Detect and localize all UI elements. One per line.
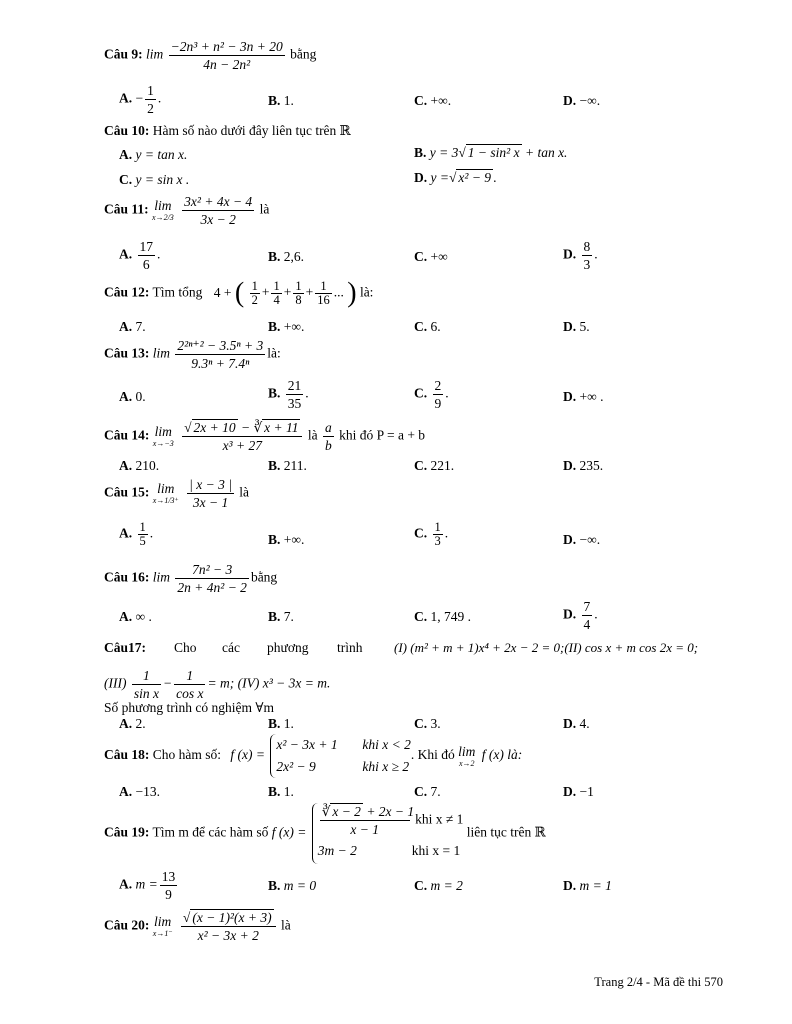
option-d[interactable]: D. 4.	[563, 716, 590, 731]
option-c[interactable]: C. y = sin x .	[119, 172, 190, 187]
answer-fraction: $\frac{1}{2}$	[147, 83, 154, 116]
option-c[interactable]: C. 1, 749 .	[414, 609, 471, 624]
option-a[interactable]: A. 210.	[119, 458, 160, 473]
answer-fraction: $\frac{1}{3}$	[434, 520, 441, 548]
question-tail: bằng	[250, 569, 278, 585]
option-c[interactable]: C. 7.	[414, 784, 441, 799]
answer-fraction: $\frac{2}{9}$	[434, 378, 442, 411]
option-a[interactable]: A. 2.	[119, 716, 146, 731]
option-b[interactable]: B. y = 3√ 1 − sin² x + tan x.	[414, 145, 568, 160]
piecewise-function: $\frac{∛ x - 2 + 2x - 1}{x - 1}$ khi x ≠ 1 3m − 2 khi x = 1	[312, 803, 464, 864]
question-label: Câu 14:	[104, 427, 150, 443]
option-a[interactable]: A. 7.	[119, 319, 146, 334]
answer-fraction: $\frac{8}{3}$	[583, 239, 591, 272]
limit-fraction: $\frac{\text{3x² + 4x − 4}}{3x - 2}$	[184, 194, 253, 227]
lim-operator: lim x→1⁻	[152, 914, 173, 938]
option-d[interactable]: D. 235.	[563, 458, 604, 473]
question-label: Câu 9:	[104, 46, 143, 62]
option-b[interactable]: B. 1.	[268, 784, 294, 799]
radical-sign: √	[184, 420, 192, 435]
question-label: Câu 11:	[104, 201, 149, 217]
lim-operator: lim x→2	[458, 743, 476, 768]
eq3-fraction: $\frac{1}{\text{cos x}}$	[176, 668, 204, 701]
option-c[interactable]: C. 3.	[414, 716, 441, 731]
question-19: Câu 19: Tìm m để các hàm số f (x) = $\frac{∛ x - 2 + 2x - 1}{x - 1}$ khi x ≠ 1 3m − 2 khi x = 1 liên tục trên ℝ	[104, 803, 546, 864]
question-text: Tìm m để các hàm số	[152, 824, 269, 840]
question-tail: liên tục trên ℝ	[466, 824, 546, 840]
question-17-text: Số phương trình có nghiệm ∀m	[104, 700, 274, 715]
question-13	[104, 337, 281, 372]
lim-operator: lim	[152, 345, 171, 361]
page-footer: Trang 2/4 - Mã đề thi 570	[594, 975, 723, 989]
option-d[interactable]: D. m = 1	[563, 878, 612, 893]
option-a[interactable]: A. m = $\frac{13}{9}$	[119, 869, 176, 902]
answer-fraction: $\frac{7}{4}$	[583, 599, 591, 632]
option-c[interactable]: C. +∞.	[414, 93, 452, 108]
question-15	[104, 476, 249, 511]
lim-operator: lim x→1/3⁺	[152, 481, 179, 505]
question-label: Câu 13:	[104, 345, 150, 361]
answer-fraction: $\frac{21}{35}$	[287, 378, 302, 411]
question-10	[104, 123, 351, 139]
radical-sign: √	[448, 170, 457, 185]
limit-fraction: $\frac{| x - 3 |}{3x - 1}$	[189, 477, 232, 510]
limit-fraction: $\frac{\text{7n² − 3}}{\text{2n + 4n² − 2}}$	[177, 562, 247, 595]
question-14: Câu 14: lim x→−3 $\frac{√ 2x + 10 - ∛ x + 11}{\text{x³ + 27}}$ là $\frac{a}{b}$ khi đó P = a + b	[104, 420, 426, 453]
option-c[interactable]: C. $\frac{2}{9}$ .	[414, 378, 449, 411]
question-tail: là	[280, 917, 291, 933]
question-12: Câu 12: Tìm tổng 4 + ( $\frac{1}{2}$ + $\frac{1}{4}$ + $\frac{1}{8}$ + $\frac{1}{16}$ ... ) là:	[104, 277, 374, 309]
option-a[interactable]: A. − $\frac{1}{2}$ .	[119, 83, 162, 116]
option-b[interactable]: B. 1.	[268, 93, 294, 108]
question-word: Cho	[174, 640, 197, 655]
question-tail: là:	[267, 345, 281, 361]
limit-fraction: $\frac{√ 2x + 10 - ∛ x + 11}{\text{x³ + 27}}$	[182, 419, 302, 454]
question-16	[104, 561, 277, 596]
option-a[interactable]: A. y = tan x.	[119, 147, 188, 162]
equation-1-2: (I) (m² + m + 1)x⁴ + 2x − 2 = 0;(II) cos x + m cos 2x = 0;	[394, 640, 699, 655]
question-11	[104, 193, 269, 228]
question-label: Câu 20:	[104, 917, 150, 933]
option-b[interactable]: B. 7.	[268, 609, 294, 624]
option-a[interactable]: A. 0.	[119, 389, 146, 404]
question-text: Tìm tổng	[152, 284, 203, 300]
question-9	[104, 38, 316, 73]
option-b[interactable]: B. +∞.	[268, 532, 305, 547]
piecewise-function: x² − 3x + 1 khi x < 2 2x² − 9 khi x ≥ 2	[270, 734, 410, 778]
question-label: Câu 10:	[104, 123, 150, 138]
option-b[interactable]: B. m = 0	[268, 878, 317, 893]
limit-fraction: $\frac{\text{−2n³ + n² − 3n + 20}}{\text{4n − 2n²}}$	[170, 39, 283, 72]
option-b[interactable]: B. 211.	[268, 458, 307, 473]
option-d[interactable]: D. −∞.	[563, 93, 601, 108]
series-term: $\frac{1}{8}$	[295, 279, 302, 307]
option-d[interactable]: D. y =√ x² − 9 .	[414, 170, 497, 185]
paren-open: (	[234, 277, 245, 309]
lim-operator: lim x→2/3	[152, 198, 174, 222]
option-b[interactable]: B. +∞.	[268, 319, 305, 334]
option-c[interactable]: C. +∞	[414, 249, 448, 264]
eq3-fraction: $\frac{1}{\text{sin x}}$	[133, 668, 159, 701]
question-word: phương	[267, 640, 309, 655]
series-term: $\frac{1}{4}$	[273, 279, 280, 307]
option-d[interactable]: D. −∞.	[563, 532, 601, 547]
option-c[interactable]: C. 6.	[414, 319, 441, 334]
question-label: Câu 19:	[104, 824, 150, 840]
series-term: $\frac{1}{16}$	[317, 279, 330, 307]
answer-fraction: $\frac{1}{5}$	[139, 520, 146, 548]
option-a[interactable]: A. $\frac{17}{6}$ .	[119, 239, 161, 272]
question-label: Câu 15:	[104, 484, 150, 500]
option-c[interactable]: C. m = 2	[414, 878, 463, 893]
option-d[interactable]: D. −1	[563, 784, 594, 799]
answer-fraction: $\frac{13}{9}$	[161, 869, 176, 902]
radical-sign: √	[182, 910, 191, 925]
option-b[interactable]: B. $\frac{21}{35}$ .	[268, 378, 309, 411]
option-d[interactable]: D. 5.	[563, 319, 590, 334]
series-term: $\frac{1}{2}$	[251, 279, 258, 307]
option-c[interactable]: C. 221.	[414, 458, 455, 473]
option-d[interactable]: D. $\frac{7}{4}$ .	[563, 599, 598, 632]
lim-operator: lim	[146, 46, 164, 62]
lim-operator: lim	[152, 569, 171, 585]
paren-close: )	[347, 277, 357, 309]
question-text: Cho hàm số:	[152, 747, 222, 763]
question-label: Câu 12:	[104, 284, 150, 300]
limit-fraction: $\frac{\text{2²ⁿ⁺² − 3.5ⁿ + 3}}{\text{9.3ⁿ + 7.4ⁿ}}$	[177, 338, 264, 371]
option-a[interactable]: A. $\frac{1}{5}$ .	[119, 520, 154, 548]
question-label: Câu 16:	[104, 569, 150, 585]
question-text: Hàm số nào dưới đây liên tục trên ℝ	[152, 123, 351, 138]
question-label: Câu17:	[104, 640, 147, 655]
question-label: Câu 18:	[104, 747, 150, 763]
question-word: trình	[337, 640, 363, 655]
question-tail: bằng	[290, 46, 317, 62]
question-tail: là	[259, 201, 270, 217]
question-18: Câu 18: Cho hàm số: f (x) = x² − 3x + 1 khi x < 2 2x² − 9 khi x ≥ 2 . Khi đó lim x→2 f (x) là:	[104, 734, 522, 778]
option-d[interactable]: D. $\frac{8}{3}$ .	[563, 239, 598, 272]
question-tail: f (x) là:	[481, 747, 523, 763]
lim-operator: lim x→−3	[152, 424, 174, 448]
option-d[interactable]: D. +∞ .	[563, 389, 604, 404]
radical-sign: √	[458, 145, 466, 160]
question-word: các	[222, 640, 240, 655]
question-20	[104, 909, 291, 944]
answer-fraction: $\frac{17}{6}$	[139, 239, 153, 272]
option-a[interactable]: A. −13.	[119, 784, 160, 799]
ratio-fraction: $\frac{a}{b}$	[324, 420, 332, 453]
option-c[interactable]: C. $\frac{1}{3}$ .	[414, 520, 449, 548]
question-tail: khi đó P = a + b	[339, 427, 426, 443]
question-tail: là	[239, 484, 250, 500]
equation-3-4: (III) $\frac{1}{\text{sin x}}$ − $\frac{1}{\text{cos x}}$ = m; (IV) x³ − 3x = m.	[104, 668, 331, 701]
option-b[interactable]: B. 2,6.	[268, 249, 305, 264]
option-b[interactable]: B. 1.	[268, 716, 294, 731]
limit-fraction: $\frac{\text{√ (x − 1)²(x + 3)}}{\text{x² − 3x + 2}}$	[181, 909, 276, 944]
option-a[interactable]: A. ∞ .	[119, 609, 152, 624]
